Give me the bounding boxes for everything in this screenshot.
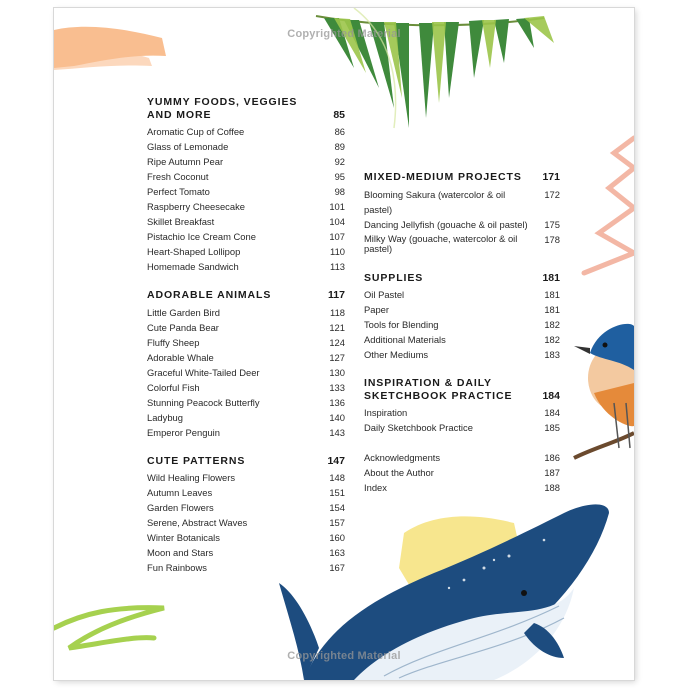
palm-leaf-icon <box>316 8 554 128</box>
toc-entry[interactable] <box>147 154 345 169</box>
toc-entry-title: Daily Sketchbook Practice <box>364 422 473 433</box>
toc-entry-page: 133 <box>329 381 345 393</box>
toc-entry-title: Heart-Shaped Lollipop <box>147 246 241 257</box>
toc-entry[interactable] <box>147 395 345 410</box>
toc-entry-page: 130 <box>329 366 345 378</box>
toc-section-page: 85 <box>333 108 345 121</box>
toc-entry-title: Fun Rainbows <box>147 562 207 573</box>
toc-entry[interactable] <box>147 124 345 139</box>
toc-entry[interactable] <box>147 500 345 515</box>
toc-entry-page: 187 <box>544 467 560 478</box>
toc-entry-title: Aromatic Cup of Coffee <box>147 126 245 137</box>
toc-entry-page: 118 <box>330 306 345 318</box>
toc-entry-page: 183 <box>544 349 560 360</box>
toc-section-page: 171 <box>542 171 560 183</box>
toc-entry-title: Ladybug <box>147 411 183 423</box>
toc-section <box>364 272 560 363</box>
toc-section-heading[interactable] <box>364 171 560 184</box>
toc-entry-page: 167 <box>329 562 345 573</box>
toc-entry-page: 136 <box>329 396 345 408</box>
toc-entry-page: 86 <box>334 126 345 137</box>
toc-entry-title: Fluffy Sheep <box>147 336 200 348</box>
toc-entry[interactable] <box>147 169 345 184</box>
toc-section-page: 181 <box>542 271 560 284</box>
lime-zigzag-icon <box>54 608 164 648</box>
toc-entry[interactable] <box>364 332 560 347</box>
toc-entry-page: 98 <box>334 186 345 197</box>
toc-entry[interactable] <box>147 515 345 530</box>
toc-section <box>147 289 345 440</box>
toc-entry[interactable] <box>364 450 560 465</box>
toc-entry-page: 95 <box>334 171 345 182</box>
toc-section-heading[interactable] <box>147 455 345 468</box>
watermark-top: Copyrighted Material <box>287 28 401 40</box>
toc-entry-page: 104 <box>329 216 345 227</box>
toc-entry-page: 124 <box>329 336 345 348</box>
toc-entry-page: 110 <box>330 246 345 257</box>
toc-entry-page: 140 <box>329 411 345 423</box>
toc-entry[interactable] <box>364 232 560 257</box>
toc-entry-page: 181 <box>544 289 560 300</box>
toc-entry-title: Autumn Leaves <box>147 487 213 498</box>
toc-section-page: 147 <box>327 454 345 467</box>
toc-entry-title: Serene, Abstract Waves <box>147 517 248 528</box>
toc-section-title: ADORABLE ANIMALS <box>147 289 272 301</box>
toc-entry[interactable] <box>147 560 345 575</box>
toc-entry-title: Paper <box>364 304 390 315</box>
toc-entry-page: 157 <box>329 517 345 528</box>
toc-entry[interactable] <box>364 187 560 217</box>
toc-entry[interactable] <box>147 545 345 560</box>
toc-entry-title: Ripe Autumn Pear <box>147 156 224 167</box>
toc-entry[interactable] <box>147 139 345 154</box>
toc-entry[interactable] <box>364 287 560 302</box>
toc-entry[interactable] <box>147 530 345 545</box>
toc-entry-page: 107 <box>329 231 345 242</box>
toc-entry-page: 113 <box>330 261 345 272</box>
toc-entry-page: 172 <box>544 188 560 200</box>
toc-entry[interactable] <box>364 405 560 420</box>
toc-entry[interactable] <box>147 184 345 199</box>
toc-entry-title: About the Author <box>364 467 434 478</box>
toc-entry-title: Fresh Coconut <box>147 171 209 182</box>
toc-entry-page: 163 <box>329 547 345 558</box>
toc-section-heading[interactable] <box>364 272 560 285</box>
toc-section-page: 184 <box>542 389 560 402</box>
toc-entry-page: 154 <box>329 502 345 513</box>
toc-section-title: MIXED-MEDIUM PROJECTS <box>364 171 522 183</box>
toc-entry[interactable] <box>147 259 345 274</box>
toc-section <box>364 171 560 257</box>
watermark-bottom: Copyrighted Material <box>287 650 401 662</box>
toc-entry[interactable] <box>147 214 345 229</box>
toc-section <box>147 96 345 274</box>
toc-entry[interactable] <box>364 217 560 232</box>
toc-entry[interactable] <box>364 302 560 317</box>
toc-section-page: 117 <box>328 289 345 301</box>
toc-entry-title: Raspberry Cheesecake <box>147 201 245 212</box>
toc-entry-page: 184 <box>544 407 560 418</box>
toc-entry-page: 182 <box>544 334 560 345</box>
toc-entry[interactable] <box>147 365 345 380</box>
toc-right-column <box>364 171 560 510</box>
toc-section-heading[interactable] <box>147 96 345 121</box>
toc-entry-page: 178 <box>544 233 560 245</box>
toc-entry-title: Dancing Jellyfish (gouache & oil pastel) <box>364 218 528 230</box>
toc-entry[interactable] <box>364 317 560 332</box>
bird-icon <box>574 324 634 458</box>
toc-entry-page: 89 <box>334 141 345 152</box>
toc-entry-title: Homemade Sandwich <box>147 261 239 272</box>
toc-entry[interactable] <box>364 347 560 362</box>
book-page <box>54 8 634 680</box>
toc-entry[interactable] <box>147 470 345 485</box>
toc-entry[interactable] <box>147 335 345 350</box>
toc-entry[interactable] <box>364 420 560 435</box>
toc-entry-page: 121 <box>329 321 345 333</box>
toc-section-title: YUMMY FOODS, VEGGIES AND MORE <box>147 96 298 121</box>
toc-entry[interactable] <box>147 485 345 500</box>
toc-entry-title: Index <box>364 482 387 493</box>
toc-entry[interactable] <box>147 305 345 320</box>
toc-entry-title: Colorful Fish <box>147 381 200 393</box>
toc-entry-title: Cute Panda Bear <box>147 321 219 333</box>
toc-entry[interactable] <box>147 244 345 259</box>
toc-entry[interactable] <box>364 465 560 480</box>
toc-entry[interactable] <box>147 320 345 335</box>
toc-entry-title: Graceful White-Tailed Deer <box>147 366 260 378</box>
toc-section-heading[interactable] <box>147 289 345 302</box>
toc-entry-title: Tools for Blending <box>364 319 439 330</box>
toc-section-heading[interactable] <box>364 377 560 402</box>
toc-entry[interactable] <box>364 480 560 495</box>
toc-section-title: INSPIRATION & DAILY SKETCHBOOK PRACTICE <box>364 377 513 402</box>
toc-entry-page: 151 <box>329 487 345 498</box>
toc-entry-page: 148 <box>329 472 345 483</box>
toc-entry-title: Additional Materials <box>364 334 446 345</box>
toc-entry-title: Winter Botanicals <box>147 532 220 543</box>
toc-entry-page: 101 <box>329 201 345 212</box>
toc-section-title: SUPPLIES <box>364 271 424 284</box>
toc-entry-title: Other Mediums <box>364 349 429 360</box>
toc-entry-page: 182 <box>544 319 560 330</box>
toc-section <box>147 455 345 576</box>
toc-entry-title: Acknowledgments <box>364 452 441 463</box>
toc-entry-title: Garden Flowers <box>147 502 214 513</box>
toc-entry-title: Glass of Lemonade <box>147 141 229 152</box>
toc-entry-page: 185 <box>544 422 560 433</box>
toc-section <box>364 377 560 435</box>
toc-entry-page: 127 <box>329 351 345 363</box>
toc-entry-page: 143 <box>329 426 345 438</box>
toc-entry-page: 175 <box>544 218 560 230</box>
salmon-zigzag-icon <box>584 138 634 273</box>
toc-entry-title: Blooming Sakura (watercolor & oil pastel) <box>364 188 506 215</box>
toc-entry-page: 92 <box>334 156 345 167</box>
toc-entry-title: Oil Pastel <box>364 289 405 300</box>
toc-back-matter <box>364 450 560 495</box>
toc-section-title: CUTE PATTERNS <box>147 454 246 467</box>
toc-entry-title: Wild Healing Flowers <box>147 472 236 483</box>
toc-entry-title: Stunning Peacock Butterfly <box>147 396 260 408</box>
toc-entry-title: Adorable Whale <box>147 351 214 363</box>
toc-entry-page: 181 <box>544 304 560 315</box>
toc-entry-title: Pistachio Ice Cream Cone <box>147 231 256 242</box>
toc-entry-title: Milky Way (gouache, watercolor & oil pastel) <box>364 232 518 254</box>
toc-entry-title: Perfect Tomato <box>147 186 210 197</box>
toc-entry[interactable] <box>147 425 345 440</box>
toc-entry-title: Inspiration <box>364 407 408 418</box>
toc-entry[interactable] <box>147 410 345 425</box>
toc-entry-title: Moon and Stars <box>147 547 214 558</box>
toc-entry[interactable] <box>147 380 345 395</box>
toc-entry-title: Little Garden Bird <box>147 306 220 318</box>
toc-entry[interactable] <box>147 350 345 365</box>
toc-entry[interactable] <box>147 199 345 214</box>
toc-left-column <box>147 96 345 590</box>
toc-entry-title: Emperor Penguin <box>147 426 220 438</box>
toc-entry-page: 160 <box>329 532 345 543</box>
toc-entry-page: 188 <box>544 482 560 493</box>
toc-entry-page: 186 <box>544 452 560 463</box>
toc-entry-title: Skillet Breakfast <box>147 216 215 227</box>
toc-entry[interactable] <box>147 229 345 244</box>
